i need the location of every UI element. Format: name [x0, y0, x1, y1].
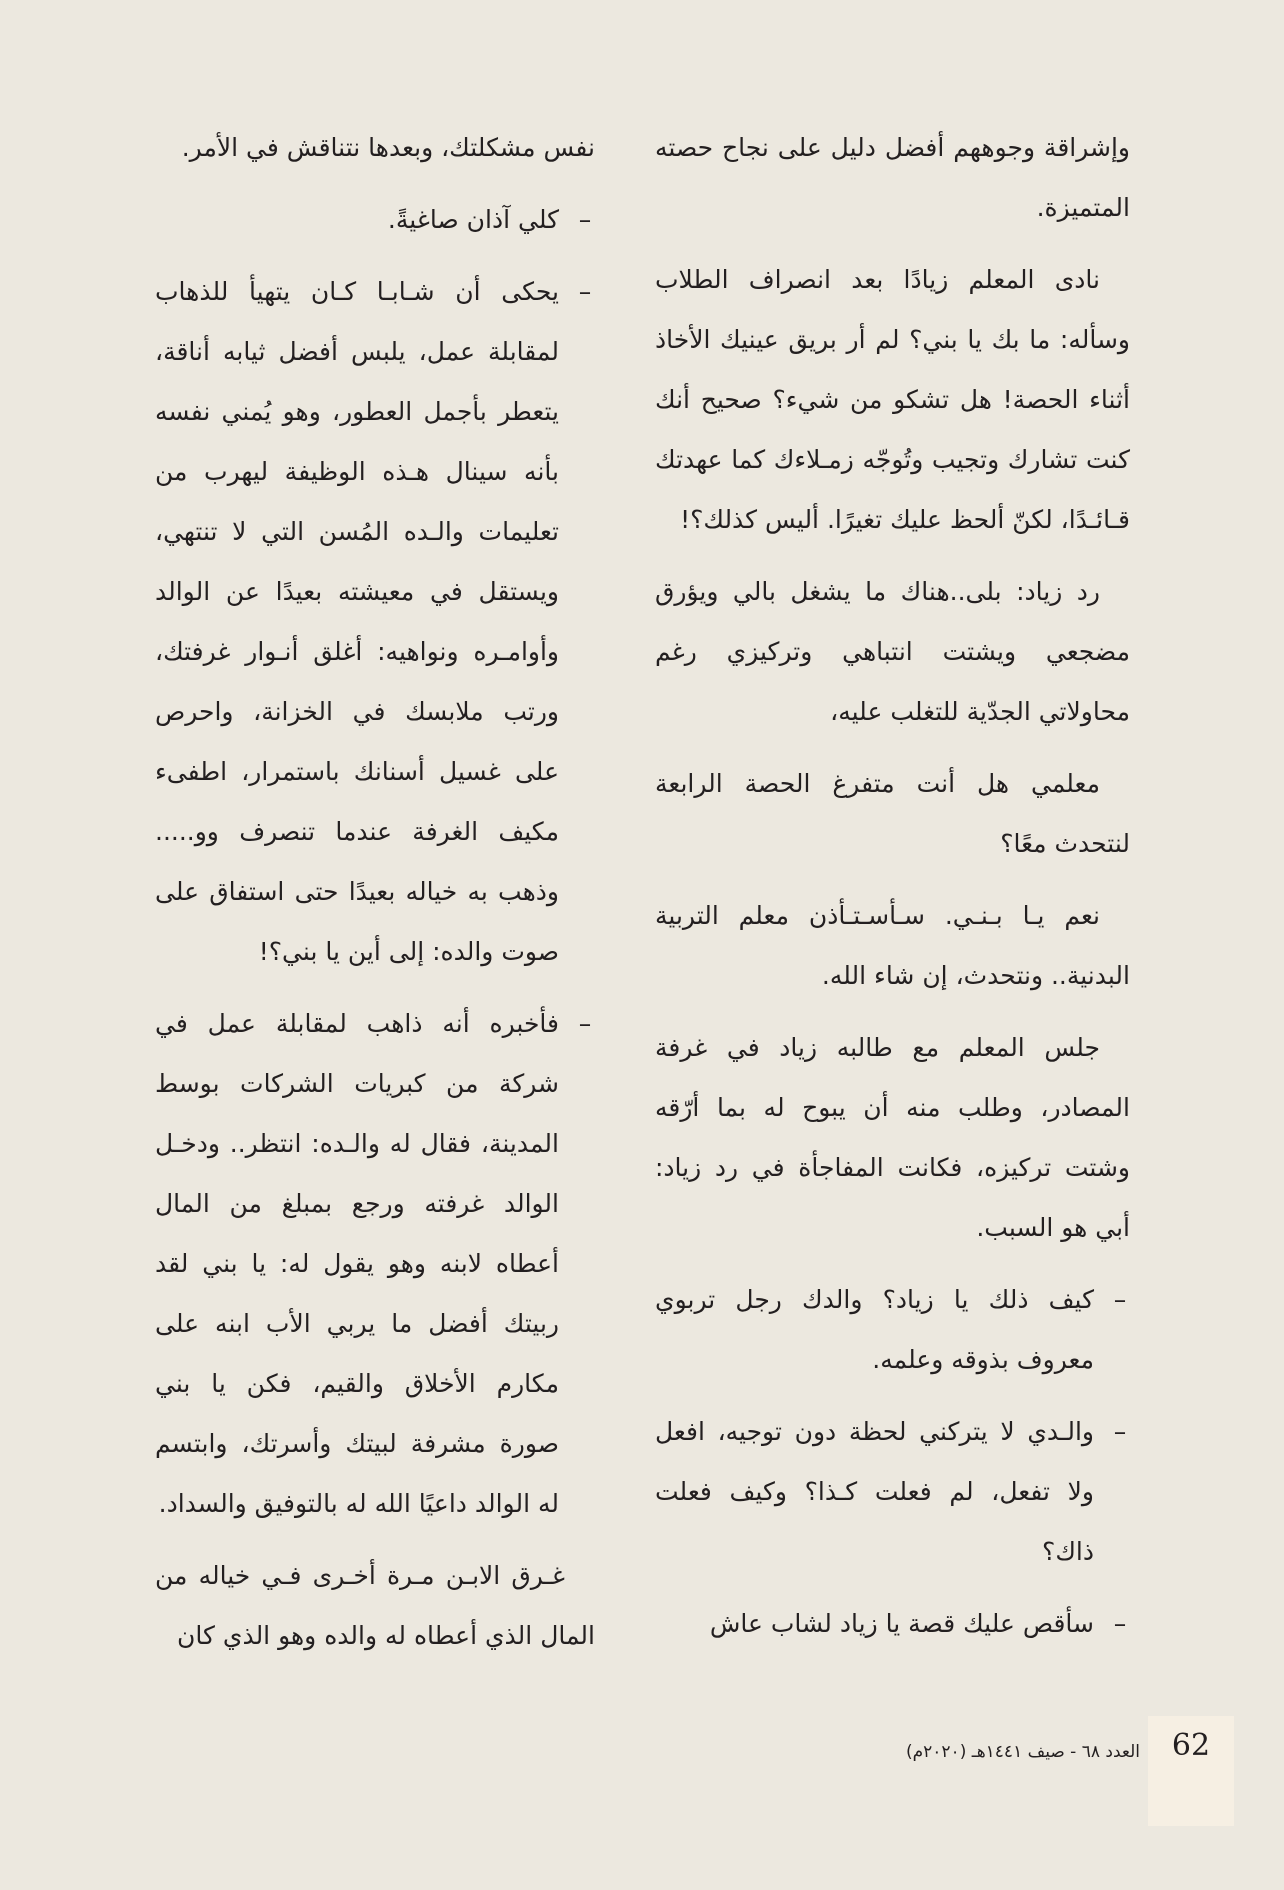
left-text-column	[155, 118, 595, 1678]
dialogue-text: فأخبره أنه ذاهب لمقابلة عمل في شركة من كبريات الشركات بوسط المدينة، فقال له والـده: انتظر.. ودخـل الوالد غرفته ورجع بمبلغ من المال أعطاه لابنه وهو يقول له: يا بني لقد ربيتك أفضل ما يربي الأب ابنه على مكارم الأخلاق والقيم، فكن يا بني صورة مشرفة لبيتك وأسرتك، وابتسم له الوالد داعيًا الله له بالتوفيق والسداد.	[155, 1009, 559, 1518]
dialogue-line	[655, 1594, 1130, 1654]
paragraph: نادى المعلم زيادًا بعد انصراف الطلاب وسأله: ما بك يا بني؟ لم أر بريق عينيك الأخاذ أثناء الحصة! هل تشكو من شيء؟ صحيح أنك كنت تشارك وتجيب وتُوجّه زمـلاءك كما عهدتك قـائـدًا، لكنّ ألحظ عليك تغيرًا. أليس كذلك؟!	[655, 265, 1130, 534]
dialogue-text: كيف ذلك يا زياد؟ والدك رجل تربوي معروف بذوقه وعلمه.	[655, 1285, 1094, 1374]
dialogue-text: والـدي لا يتركني لحظة دون توجيه، افعل ولا تفعل، لم فعلت كـذا؟ وكيف فعلت ذاك؟	[655, 1417, 1094, 1566]
dialogue-line	[655, 1402, 1130, 1582]
paragraph: وإشراقة وجوههم أفضل دليل على نجاح حصته المتميزة.	[655, 133, 1130, 222]
dialogue-text: كلي آذان صاغيةً.	[387, 205, 559, 234]
dialogue-line	[155, 190, 595, 250]
dash-marker: –	[578, 277, 592, 306]
dash-marker: –	[578, 205, 592, 234]
paragraph: معلمي هل أنت متفرغ الحصة الرابعة لنتحدث معًا؟	[655, 769, 1130, 858]
paragraph: نفس مشكلتك، وبعدها نتناقش في الأمر.	[181, 133, 595, 162]
dialogue-line	[155, 262, 595, 982]
dialogue-line	[655, 1270, 1130, 1390]
page-number: 62	[1171, 1728, 1211, 1763]
right-text-column	[655, 118, 1130, 1666]
issue-info: العدد ٦٨ - صيف ١٤٤١هـ (٢٠٢٠م)	[905, 1742, 1140, 1762]
dialogue-text: سأقص عليك قصة يا زياد لشاب عاش	[709, 1609, 1094, 1638]
paragraph: نعم يـا بـنـي. سـأسـتـأذن معلم التربية البدنية.. ونتحدث، إن شاء الله.	[655, 901, 1130, 990]
dash-marker: –	[1113, 1417, 1127, 1446]
paragraph: رد زياد: بلى..هناك ما يشغل بالي ويؤرق مضجعي ويشتت انتباهي وتركيزي رغم محاولاتي الجدّية للتغلب عليه،	[655, 577, 1130, 726]
dash-marker: –	[578, 1009, 592, 1038]
dialogue-line	[155, 994, 595, 1534]
dialogue-text: يحكى أن شـابـا كـان يتهيأ للذهاب لمقابلة عمل، يلبس أفضل ثيابه أناقة، يتعطر بأجمل العطور، وهو يُمني نفسه بأنه سينال هـذه الوظيفة ليهرب من تعليمات والـده المُسن التي لا تنتهي، ويستقل في معيشته بعيدًا عن الوالد وأوامـره ونواهيه: أغلق أنـوار غرفتك، ورتب ملابسك في الخزانة، واحرص على غسيل أسنانك باستمرار، اطفىء مكيف الغرفة عندما تنصرف وو..... وذهب به خياله بعيدًا حتى استفاق على صوت والده: إلى أين يا بني؟!	[155, 277, 559, 966]
paragraph: جلس المعلم مع طالبه زياد في غرفة المصادر، وطلب منه أن يبوح له بما أرّقه وشتت تركيزه، فكانت المفاجأة في رد زياد: أبي هو السبب.	[655, 1033, 1130, 1242]
paragraph: غـرق الابـن مـرة أخـرى فـي خياله من المال الذي أعطاه له والده وهو الذي كان	[155, 1561, 595, 1650]
dash-marker: –	[1113, 1285, 1127, 1314]
dash-marker: –	[1113, 1609, 1127, 1638]
